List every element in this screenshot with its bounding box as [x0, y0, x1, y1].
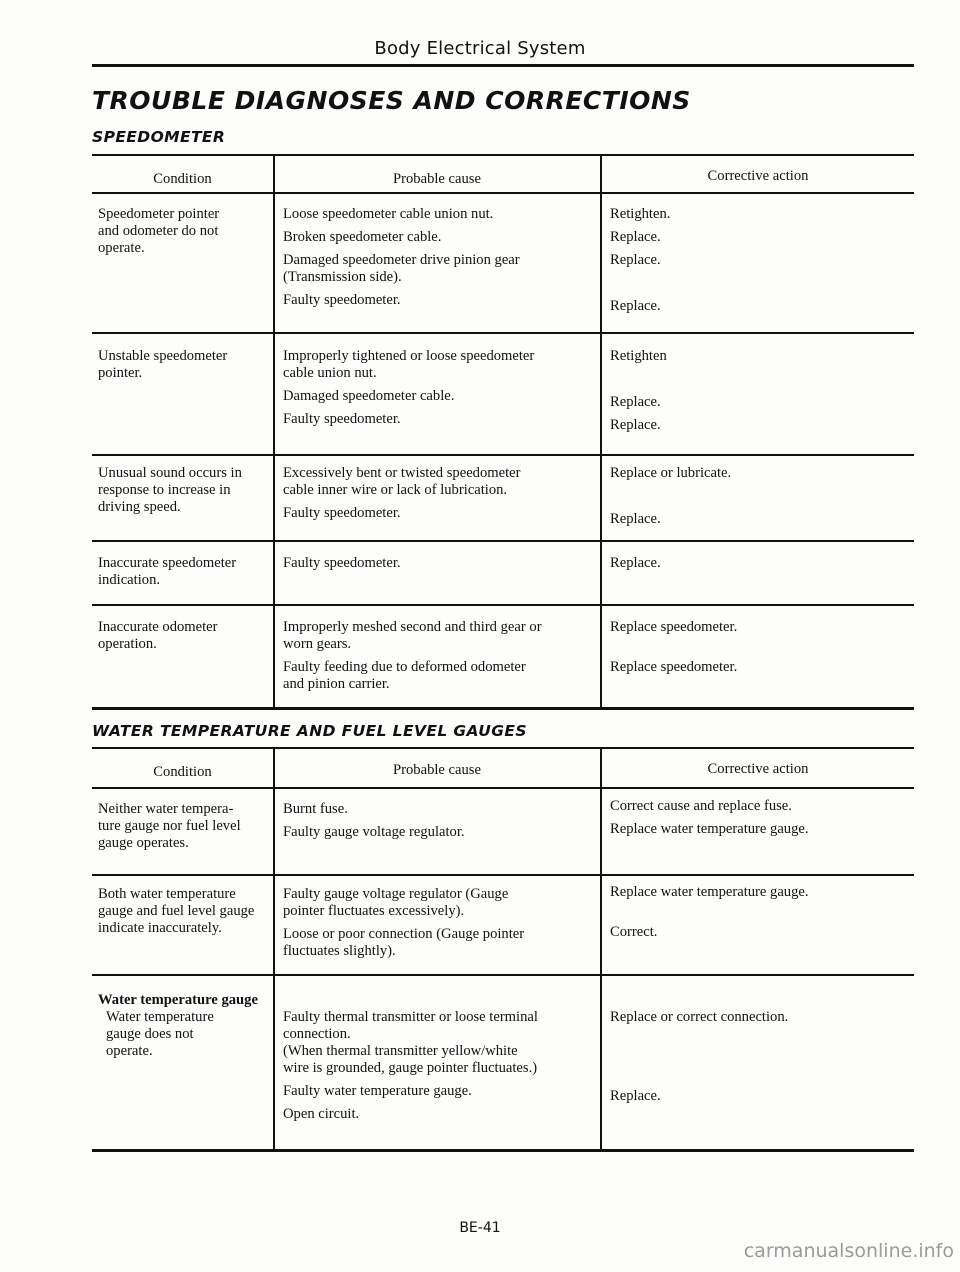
cause-cell [283, 465, 583, 528]
action-cell [610, 619, 900, 682]
cause-text: Faulty gauge voltage regulator. [283, 824, 465, 840]
cause-text: Faulty thermal transmitter or loose terminal [283, 1009, 538, 1025]
speedometer-table [92, 154, 914, 710]
cause-cell [283, 348, 583, 434]
cause-text: (When thermal transmitter yellow/white [283, 1043, 518, 1059]
table-rule [92, 787, 914, 789]
cause-text: fluctuates slightly). [283, 943, 396, 959]
cause-text: Faulty speedometer. [283, 505, 401, 521]
column-divider [273, 154, 275, 709]
cause-text: Faulty water temperature gauge. [283, 1083, 472, 1099]
table-rule [92, 974, 914, 976]
action-cell [610, 348, 900, 440]
condition-line: and odometer do not [98, 223, 219, 239]
cause-text: cable union nut. [283, 365, 377, 381]
cause-text: Faulty gauge voltage regulator (Gauge [283, 886, 509, 902]
table-rule [92, 332, 914, 334]
condition-line: Unusual sound occurs in [98, 465, 242, 481]
cause-cell [283, 619, 583, 699]
table-rule [92, 604, 914, 606]
cause-text: Loose or poor connection (Gauge pointer [283, 926, 525, 942]
action-text: Replace. [610, 417, 661, 433]
table-rule [92, 540, 914, 542]
watermark: carmanualsonline.info [743, 1240, 954, 1262]
condition-line: ture gauge nor fuel level [98, 818, 241, 834]
column-header-action: Corrective action [707, 761, 809, 777]
condition-line: indicate inaccurately. [98, 920, 222, 936]
condition-cell [98, 555, 270, 589]
action-text: Replace speedometer. [610, 619, 738, 635]
table-rule [92, 874, 914, 876]
condition-line: Speedometer pointer [98, 206, 220, 222]
header-rule [92, 64, 914, 67]
action-cell [610, 884, 900, 947]
action-text: Replace. [610, 298, 661, 314]
cause-cell [283, 206, 583, 315]
condition-line: operate. [106, 1043, 153, 1059]
condition-cell [98, 992, 274, 1060]
action-text: Replace. [610, 511, 661, 527]
column-header-cause: Probable cause [393, 171, 481, 187]
condition-line: pointer. [98, 365, 143, 381]
cause-text: and pinion carrier. [283, 676, 390, 692]
condition-cell [98, 206, 270, 257]
column-header-action: Corrective action [707, 168, 809, 184]
cause-text: connection. [283, 1026, 351, 1042]
table-rule [92, 707, 914, 710]
action-text: Replace. [610, 394, 661, 410]
action-text: Retighten [610, 348, 667, 364]
cause-text: Faulty speedometer. [283, 292, 401, 308]
cause-text: Excessively bent or twisted speedometer [283, 465, 521, 481]
table-rule [92, 1149, 914, 1152]
column-divider [600, 154, 602, 709]
cause-text: Damaged speedometer cable. [283, 388, 455, 404]
condition-cell [98, 801, 272, 852]
table-rule [92, 154, 914, 156]
action-text: Replace speedometer. [610, 659, 738, 675]
column-header-condition: Condition [153, 171, 212, 187]
cause-text: Damaged speedometer drive pinion gear [283, 252, 520, 268]
table-rule [92, 454, 914, 456]
action-text: Replace. [610, 555, 661, 571]
cause-text: cable inner wire or lack of lubrication. [283, 482, 508, 498]
condition-cell [98, 348, 270, 382]
column-header-cause: Probable cause [393, 762, 481, 778]
action-text: Replace water temperature gauge. [610, 884, 809, 900]
table-rule [92, 747, 914, 749]
gauges-table [92, 747, 914, 1155]
page-number: BE-41 [459, 1220, 501, 1236]
condition-line: response to increase in [98, 482, 231, 498]
action-text: Replace or lubricate. [610, 465, 732, 481]
condition-line: operation. [98, 636, 157, 652]
condition-subheading: Water temperature gauge [98, 992, 258, 1008]
action-text: Replace or correct connection. [610, 1009, 789, 1025]
cause-cell [283, 1009, 583, 1129]
cause-text: Broken speedometer cable. [283, 229, 442, 245]
cause-text: Burnt fuse. [283, 801, 348, 817]
condition-line: gauge does not [106, 1026, 194, 1042]
cause-cell [283, 886, 583, 966]
action-cell [610, 206, 900, 321]
section-title-gauges: WATER TEMPERATURE AND FUEL LEVEL GAUGES [92, 722, 527, 740]
cause-text: wire is grounded, gauge pointer fluctuates.) [283, 1060, 538, 1076]
condition-line: Inaccurate odometer [98, 619, 218, 635]
condition-line: driving speed. [98, 499, 181, 515]
cause-text: pointer fluctuates excessively). [283, 903, 465, 919]
cause-text: Faulty speedometer. [283, 555, 401, 571]
action-text: Replace. [610, 252, 661, 268]
page-title: TROUBLE DIAGNOSES AND CORRECTIONS [92, 86, 691, 115]
cause-text: Faulty speedometer. [283, 411, 401, 427]
column-divider [600, 747, 602, 1151]
table-rule [92, 192, 914, 194]
column-header-condition: Condition [153, 764, 212, 780]
cause-text: Improperly tightened or loose speedometer [283, 348, 535, 364]
condition-line: indication. [98, 572, 161, 588]
action-cell [610, 1009, 900, 1111]
condition-line: Neither water tempera- [98, 801, 234, 817]
condition-line: Unstable speedometer [98, 348, 228, 364]
cause-text: worn gears. [283, 636, 352, 652]
condition-line: gauge and fuel level gauge [98, 903, 255, 919]
condition-line: gauge operates. [98, 835, 189, 851]
condition-cell [98, 886, 274, 937]
action-text: Correct. [610, 924, 658, 940]
condition-cell [98, 619, 270, 653]
action-cell [610, 555, 900, 578]
action-text: Replace water temperature gauge. [610, 821, 809, 837]
cause-text: Improperly meshed second and third gear or [283, 619, 542, 635]
cause-text: (Transmission side). [283, 269, 402, 285]
action-text: Replace. [610, 1088, 661, 1104]
cause-text: Loose speedometer cable union nut. [283, 206, 494, 222]
section-title-speedometer: SPEEDOMETER [92, 128, 226, 146]
condition-line: operate. [98, 240, 145, 256]
action-text: Retighten. [610, 206, 671, 222]
action-text: Replace. [610, 229, 661, 245]
cause-text: Faulty feeding due to deformed odometer [283, 659, 526, 675]
running-header: Body Electrical System [374, 38, 586, 59]
cause-cell [283, 555, 583, 578]
cause-text: Open circuit. [283, 1106, 360, 1122]
condition-cell [98, 465, 270, 516]
column-divider [273, 747, 275, 1151]
condition-line: Water temperature [106, 1009, 214, 1025]
condition-line: Both water temperature [98, 886, 236, 902]
action-cell [610, 798, 900, 844]
action-cell [610, 465, 900, 534]
action-text: Correct cause and replace fuse. [610, 798, 792, 814]
cause-cell [283, 801, 583, 847]
condition-line: Inaccurate speedometer [98, 555, 237, 571]
